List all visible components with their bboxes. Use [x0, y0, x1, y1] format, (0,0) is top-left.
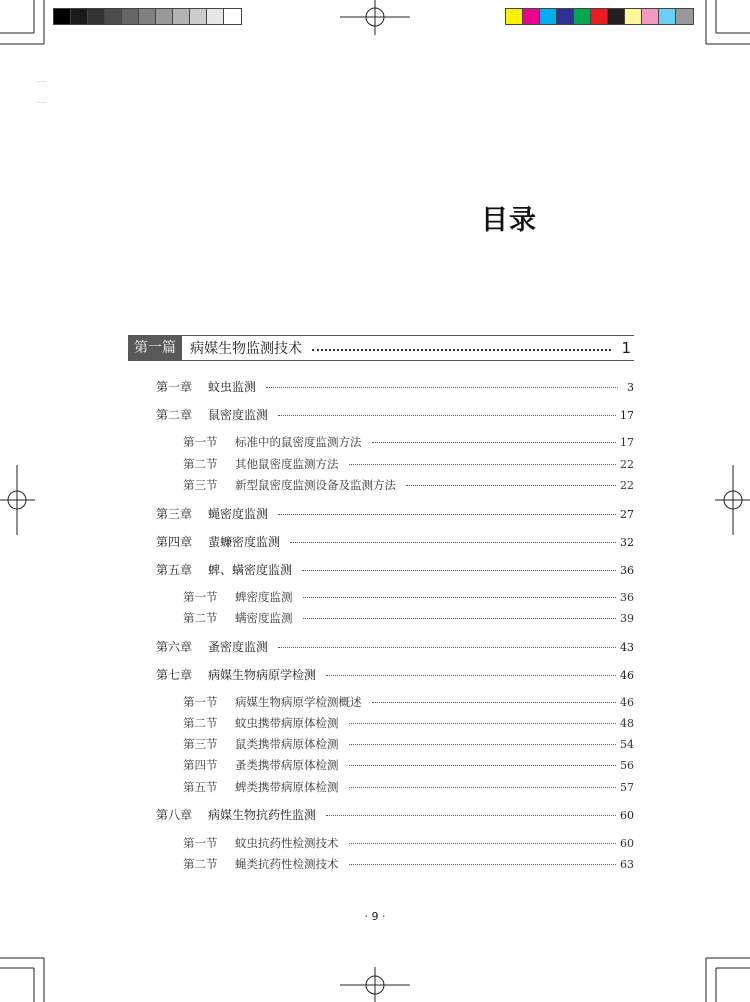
entry-number: 第二节	[183, 611, 218, 625]
tiny-mark: ......	[36, 99, 46, 105]
entry-title: 病媒生物病原学检测概述	[235, 695, 362, 709]
toc-section-entry[interactable]	[183, 694, 634, 710]
leader-dots	[349, 787, 617, 788]
leader-dots	[349, 864, 617, 865]
entry-number: 第二节	[183, 716, 218, 730]
entry-title: 蝇密度监测	[208, 507, 269, 521]
entry-number: 第七章	[156, 668, 193, 682]
toc-chapter-entry[interactable]	[156, 638, 634, 655]
entry-number: 第一节	[183, 695, 218, 709]
entry-title: 螨密度监测	[235, 611, 293, 625]
toc-section-entry[interactable]	[183, 434, 634, 450]
toc-section-entry[interactable]	[183, 589, 634, 605]
leader-dots	[372, 702, 617, 703]
entry-page-number: 48	[620, 717, 634, 730]
leader-dots	[326, 815, 616, 816]
toc-chapter-entry[interactable]	[156, 806, 634, 823]
page-number-footer: · 9 ·	[364, 910, 386, 923]
entry-title: 蜱类携带病原体检测	[235, 780, 339, 794]
toc-section-entry[interactable]	[183, 456, 634, 472]
entry-number: 第二节	[183, 857, 218, 871]
entry-title: 蜱密度监测	[235, 590, 293, 604]
leader-dots	[349, 765, 617, 766]
leader-dots	[349, 744, 617, 745]
leader-dots	[290, 542, 616, 543]
toc-chapter-entry[interactable]	[156, 406, 634, 423]
entry-page-number: 32	[620, 536, 634, 549]
part-title: 病媒生物监测技术	[190, 341, 302, 357]
entry-page-number: 17	[620, 409, 634, 422]
entry-number: 第三章	[156, 507, 193, 521]
toc-chapter-entry[interactable]	[156, 561, 634, 578]
entry-page-number: 22	[620, 458, 634, 471]
entry-title: 蝇类抗药性检测技术	[235, 857, 339, 871]
entry-title: 蚊虫抗药性检测技术	[235, 836, 339, 850]
leader-dots	[278, 514, 616, 515]
toc-section-entry[interactable]	[183, 715, 634, 731]
leader-dots	[278, 415, 616, 416]
toc-chapter-entry[interactable]	[156, 505, 634, 522]
toc-chapter-entry[interactable]	[156, 666, 634, 683]
entry-number: 第三节	[183, 478, 218, 492]
entry-page-number: 60	[620, 809, 634, 822]
entry-page-number: 3	[627, 381, 634, 394]
entry-number: 第一章	[156, 380, 193, 394]
entry-page-number: 36	[620, 591, 634, 604]
entry-title: 蜚蠊密度监测	[208, 535, 281, 549]
entry-page-number: 56	[620, 759, 634, 772]
entry-title: 新型鼠密度监测设备及监测方法	[235, 478, 396, 492]
entry-title: 病媒生物病原学检测	[208, 668, 317, 682]
entry-title: 鼠密度监测	[208, 408, 269, 422]
leader-dots	[349, 723, 617, 724]
entry-number: 第二节	[183, 457, 218, 471]
entry-title: 病媒生物抗药性监测	[208, 808, 317, 822]
toc-chapter-entry[interactable]	[156, 533, 634, 550]
entry-page-number: 46	[620, 696, 634, 709]
leader-dots	[302, 570, 616, 571]
part-page-number: 1	[621, 339, 631, 357]
entry-number: 第四章	[156, 535, 193, 549]
entry-number: 第五节	[183, 780, 218, 794]
leader-dots	[349, 843, 617, 844]
entry-title: 蜱、螨密度监测	[208, 563, 293, 577]
entry-number: 第八章	[156, 808, 193, 822]
part-header[interactable]	[128, 335, 634, 361]
leader-dots	[349, 464, 617, 465]
entry-page-number: 57	[620, 781, 634, 794]
page-title: 目录	[481, 205, 537, 236]
leader-dots	[303, 618, 617, 619]
entry-number: 第三节	[183, 737, 218, 751]
entry-number: 第一节	[183, 590, 218, 604]
toc-section-entry[interactable]	[183, 477, 634, 493]
toc-section-entry[interactable]	[183, 610, 634, 626]
entry-page-number: 17	[620, 436, 634, 449]
entry-page-number: 43	[620, 641, 634, 654]
entry-title: 蚤类携带病原体检测	[235, 758, 339, 772]
entry-title: 标准中的鼠密度监测方法	[235, 435, 362, 449]
tiny-mark: ......	[36, 78, 46, 84]
leader-dots	[372, 442, 617, 443]
entry-title: 其他鼠密度监测方法	[235, 457, 339, 471]
toc-section-entry[interactable]	[183, 736, 634, 752]
entry-number: 第四节	[183, 758, 218, 772]
entry-title: 蚊虫携带病原体检测	[235, 716, 339, 730]
leader-dots	[266, 387, 618, 388]
toc-section-entry[interactable]	[183, 757, 634, 773]
entry-page-number: 54	[620, 738, 634, 751]
entry-number: 第一节	[183, 836, 218, 850]
toc-section-entry[interactable]	[183, 779, 634, 795]
entry-number: 第一节	[183, 435, 218, 449]
leader-dots	[312, 349, 611, 351]
entry-title: 鼠类携带病原体检测	[235, 737, 339, 751]
leader-dots	[278, 647, 616, 648]
entry-number: 第五章	[156, 563, 193, 577]
entry-page-number: 46	[620, 669, 634, 682]
toc-section-entry[interactable]	[183, 856, 634, 872]
entry-title: 蚊虫监测	[208, 380, 257, 394]
leader-dots	[326, 675, 616, 676]
entry-number: 第六章	[156, 640, 193, 654]
entry-page-number: 60	[620, 837, 634, 850]
entry-title: 蚤密度监测	[208, 640, 269, 654]
toc-chapter-entry[interactable]	[156, 378, 634, 395]
entry-number: 第二章	[156, 408, 193, 422]
toc-section-entry[interactable]	[183, 835, 634, 851]
entry-page-number: 22	[620, 479, 634, 492]
entry-page-number: 36	[620, 564, 634, 577]
leader-dots	[406, 485, 616, 486]
entry-page-number: 63	[620, 858, 634, 871]
entry-page-number: 27	[620, 508, 634, 521]
leader-dots	[303, 597, 617, 598]
entry-page-number: 39	[620, 612, 634, 625]
part-label: 第一篇	[128, 336, 182, 360]
